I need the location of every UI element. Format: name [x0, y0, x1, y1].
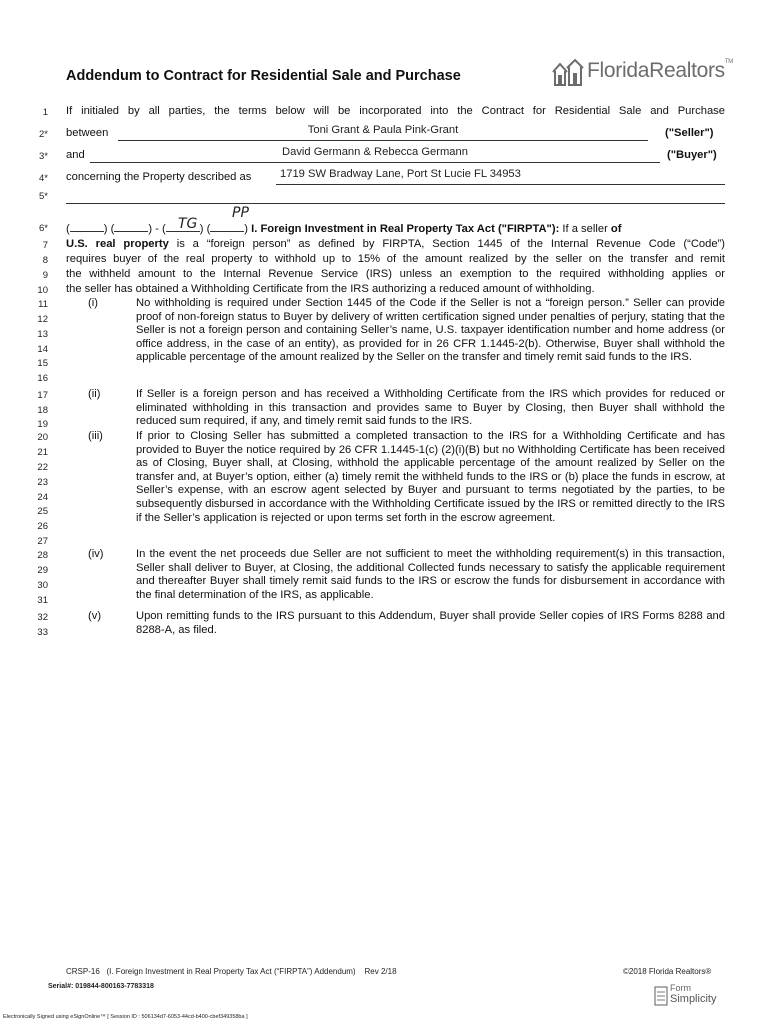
line-number: 25 [37, 506, 48, 517]
line-number: 19 [37, 419, 48, 430]
section-heading: I. Foreign Investment in Real Property Tax Act ("FIRPTA"): [251, 223, 560, 235]
buyer-names-field[interactable]: David Germann & Rebecca Germann [90, 149, 660, 163]
intro-line-1: If initialed by all parties, the terms below will be incorporated into the Contract for Residential Sale and Purchase [66, 105, 725, 117]
and-label: and [66, 149, 85, 161]
item-v-text: Upon remitting funds to the IRS pursuant to this Addendum, Buyer shall provide Seller copies of IRS Forms 8288 and 8288-A, as filed. [136, 610, 725, 636]
serial-number: Serial#: 019844-800163-7783318 [48, 983, 154, 990]
line-number: 5* [39, 191, 48, 202]
section-line6-tail: If a seller [562, 223, 608, 235]
buyer-initials-pp: PP [232, 205, 249, 221]
initials-row: ( ) ( ) - ( ) ( ) I. Foreign Investment in Real Property Tax Act ("FIRPTA"): If a seller of [66, 223, 622, 235]
line-number: 24 [37, 492, 48, 503]
line-number: 14 [37, 344, 48, 355]
line-number: 3* [39, 151, 48, 162]
esign-notice: Electronically Signed using eSignOnline™ [ Session ID : 506134d7-6053-44cd-b400-cbef349358ba ] [3, 1014, 248, 1020]
line-number: 20 [37, 432, 48, 443]
line-number: 12 [37, 314, 48, 325]
florida-realtors-logo [551, 56, 733, 92]
line-number: 22 [37, 462, 48, 473]
line-number: 11 [38, 299, 48, 310]
concerning-label: concerning the Property described as [66, 171, 252, 183]
line-number: 8 [42, 255, 48, 266]
item-iv-text: In the event the net proceeds due Seller are not sufficient to meet the withholding requirement(s) in this transaction, Seller shall deliver to Buyer, at Closing, the additional Collected funds necessary to satisfy the applicable requirement and thereafter Buyer shall timely remit said funds to the IRS or escrow the funds for disbursement in accordance with the final determination of the IRS, as applicable. [136, 548, 725, 601]
document-title: Addendum to Contract for Residential Sale and Purchase [66, 68, 461, 84]
buyer-initials-2[interactable] [210, 221, 244, 232]
seller-role-label: ("Seller") [665, 127, 714, 139]
houses-logo-icon [551, 58, 585, 88]
seller-names-field[interactable]: Toni Grant & Paula Pink-Grant [118, 127, 648, 141]
seller-initials-2[interactable] [114, 221, 148, 232]
footer-form-info: CRSP-16 (I. Foreign Investment in Real Property Tax Act (“FIRPTA”) Addendum) Rev 2/18 [66, 967, 397, 976]
footer-copyright: ©2018 Florida Realtors® [623, 967, 712, 976]
line-number: 1 [42, 107, 48, 118]
line-number: 23 [37, 477, 48, 488]
line-number: 6* [39, 223, 48, 234]
line-number: 16 [37, 373, 48, 384]
line-number: 15 [37, 358, 48, 369]
line-number: 29 [37, 565, 48, 576]
line-number: 28 [37, 550, 48, 561]
between-label: between [66, 127, 109, 139]
buyer-initials-tg: TG [178, 216, 198, 232]
item-iv-label: (iv) [88, 548, 104, 560]
line-number: 18 [37, 405, 48, 416]
logo-wordmark: FloridaRealtors™ [587, 59, 733, 82]
line-number: 33 [37, 627, 48, 638]
line-number: 30 [37, 580, 48, 591]
document-stack-icon [654, 986, 668, 1006]
line-number: 32 [37, 612, 48, 623]
line-number: 13 [37, 329, 48, 340]
section-line-7: U.S. real property is a “foreign person” as defined by FIRPTA, Section 1445 of the Internal Revenue Code (“Code”) [66, 238, 726, 250]
item-i-text: No withholding is required under Section 1445 of the Code if the Seller is not a “foreign person.” Seller can provide proof of non-foreign status to Buyer by delivery of written certification signed under penalties of perjury, stating that the Seller is not a foreign person and containing Seller’s name, U.S. taxpayer identification number and home address (or office address, in the case of an entity), as provided for in 26 CFR 1.1445-2(b). Otherwise, Buyer shall withhold the applicable percentage of the amount realized by the Seller on the transfer and timely remit said funds to the IRS. [136, 297, 725, 364]
item-v-label: (v) [88, 610, 102, 622]
item-ii-label: (ii) [88, 388, 101, 400]
property-continued-field[interactable] [66, 192, 725, 204]
section-line-9: the withheld amount to the Internal Revenue Service (IRS) unless an exemption to the required withholding applies or [66, 268, 725, 280]
section-line-8: requires buyer of the real property to withhold up to 15% of the amount realized by the seller on the transfer and remit [66, 253, 725, 265]
line-number: 10 [37, 285, 48, 296]
line-number: 9 [42, 270, 48, 281]
seller-initials-1[interactable] [70, 221, 104, 232]
line-number: 17 [37, 390, 48, 401]
line-number: 27 [37, 536, 48, 547]
line-number: 21 [37, 447, 48, 458]
line-number: 31 [37, 595, 48, 606]
section-line-10: the seller has obtained a Withholding Certificate from the IRS authorizing a reduced amount of withholding. [66, 283, 595, 295]
line-number: 4* [39, 173, 48, 184]
item-iii-label: (iii) [88, 430, 103, 442]
item-i-label: (i) [88, 297, 98, 309]
line-number: 26 [37, 521, 48, 532]
item-ii-text: If Seller is a foreign person and has received a Withholding Certificate from the IRS which provides for reduced or eliminated withholding in this transaction and provides same to Buyer by Closing, then Buyer shall withhold the reduced sum required, if any, and timely remit said funds to the IRS. [136, 388, 725, 428]
buyer-role-label: ("Buyer") [667, 149, 717, 161]
form-simplicity-logo: Form Simplicity [654, 983, 734, 1017]
line-number: 7 [42, 240, 48, 251]
line-number: 2* [39, 129, 48, 140]
item-iii-text: If prior to Closing Seller has submitted a completed transaction to the IRS for a Withholding Certificate and has provided to Buyer the notice required by 26 CFR 1.1445-1(c) (2)(i)(B) but no Withholding Certificate has been received as of Closing, Buyer shall, at Closing, withhold the applicable percentage of the amount realized by Seller on the transfer and, at Buyer’s option, either (a) timely remit the withheld funds to the IRS or (b) place the funds in escrow, at Seller’s expense, with an escrow agent selected by Buyer and pursuant to terms negotiated by the parties, to be subsequently disbursed in accordance with the Withholding Certificate issued by the IRS or remitted directly to the IRS if the Seller’s application is rejected or upon terms set forth in the escrow agreement. [136, 430, 725, 524]
property-field[interactable]: 1719 SW Bradway Lane, Port St Lucie FL 34953 [276, 171, 725, 185]
